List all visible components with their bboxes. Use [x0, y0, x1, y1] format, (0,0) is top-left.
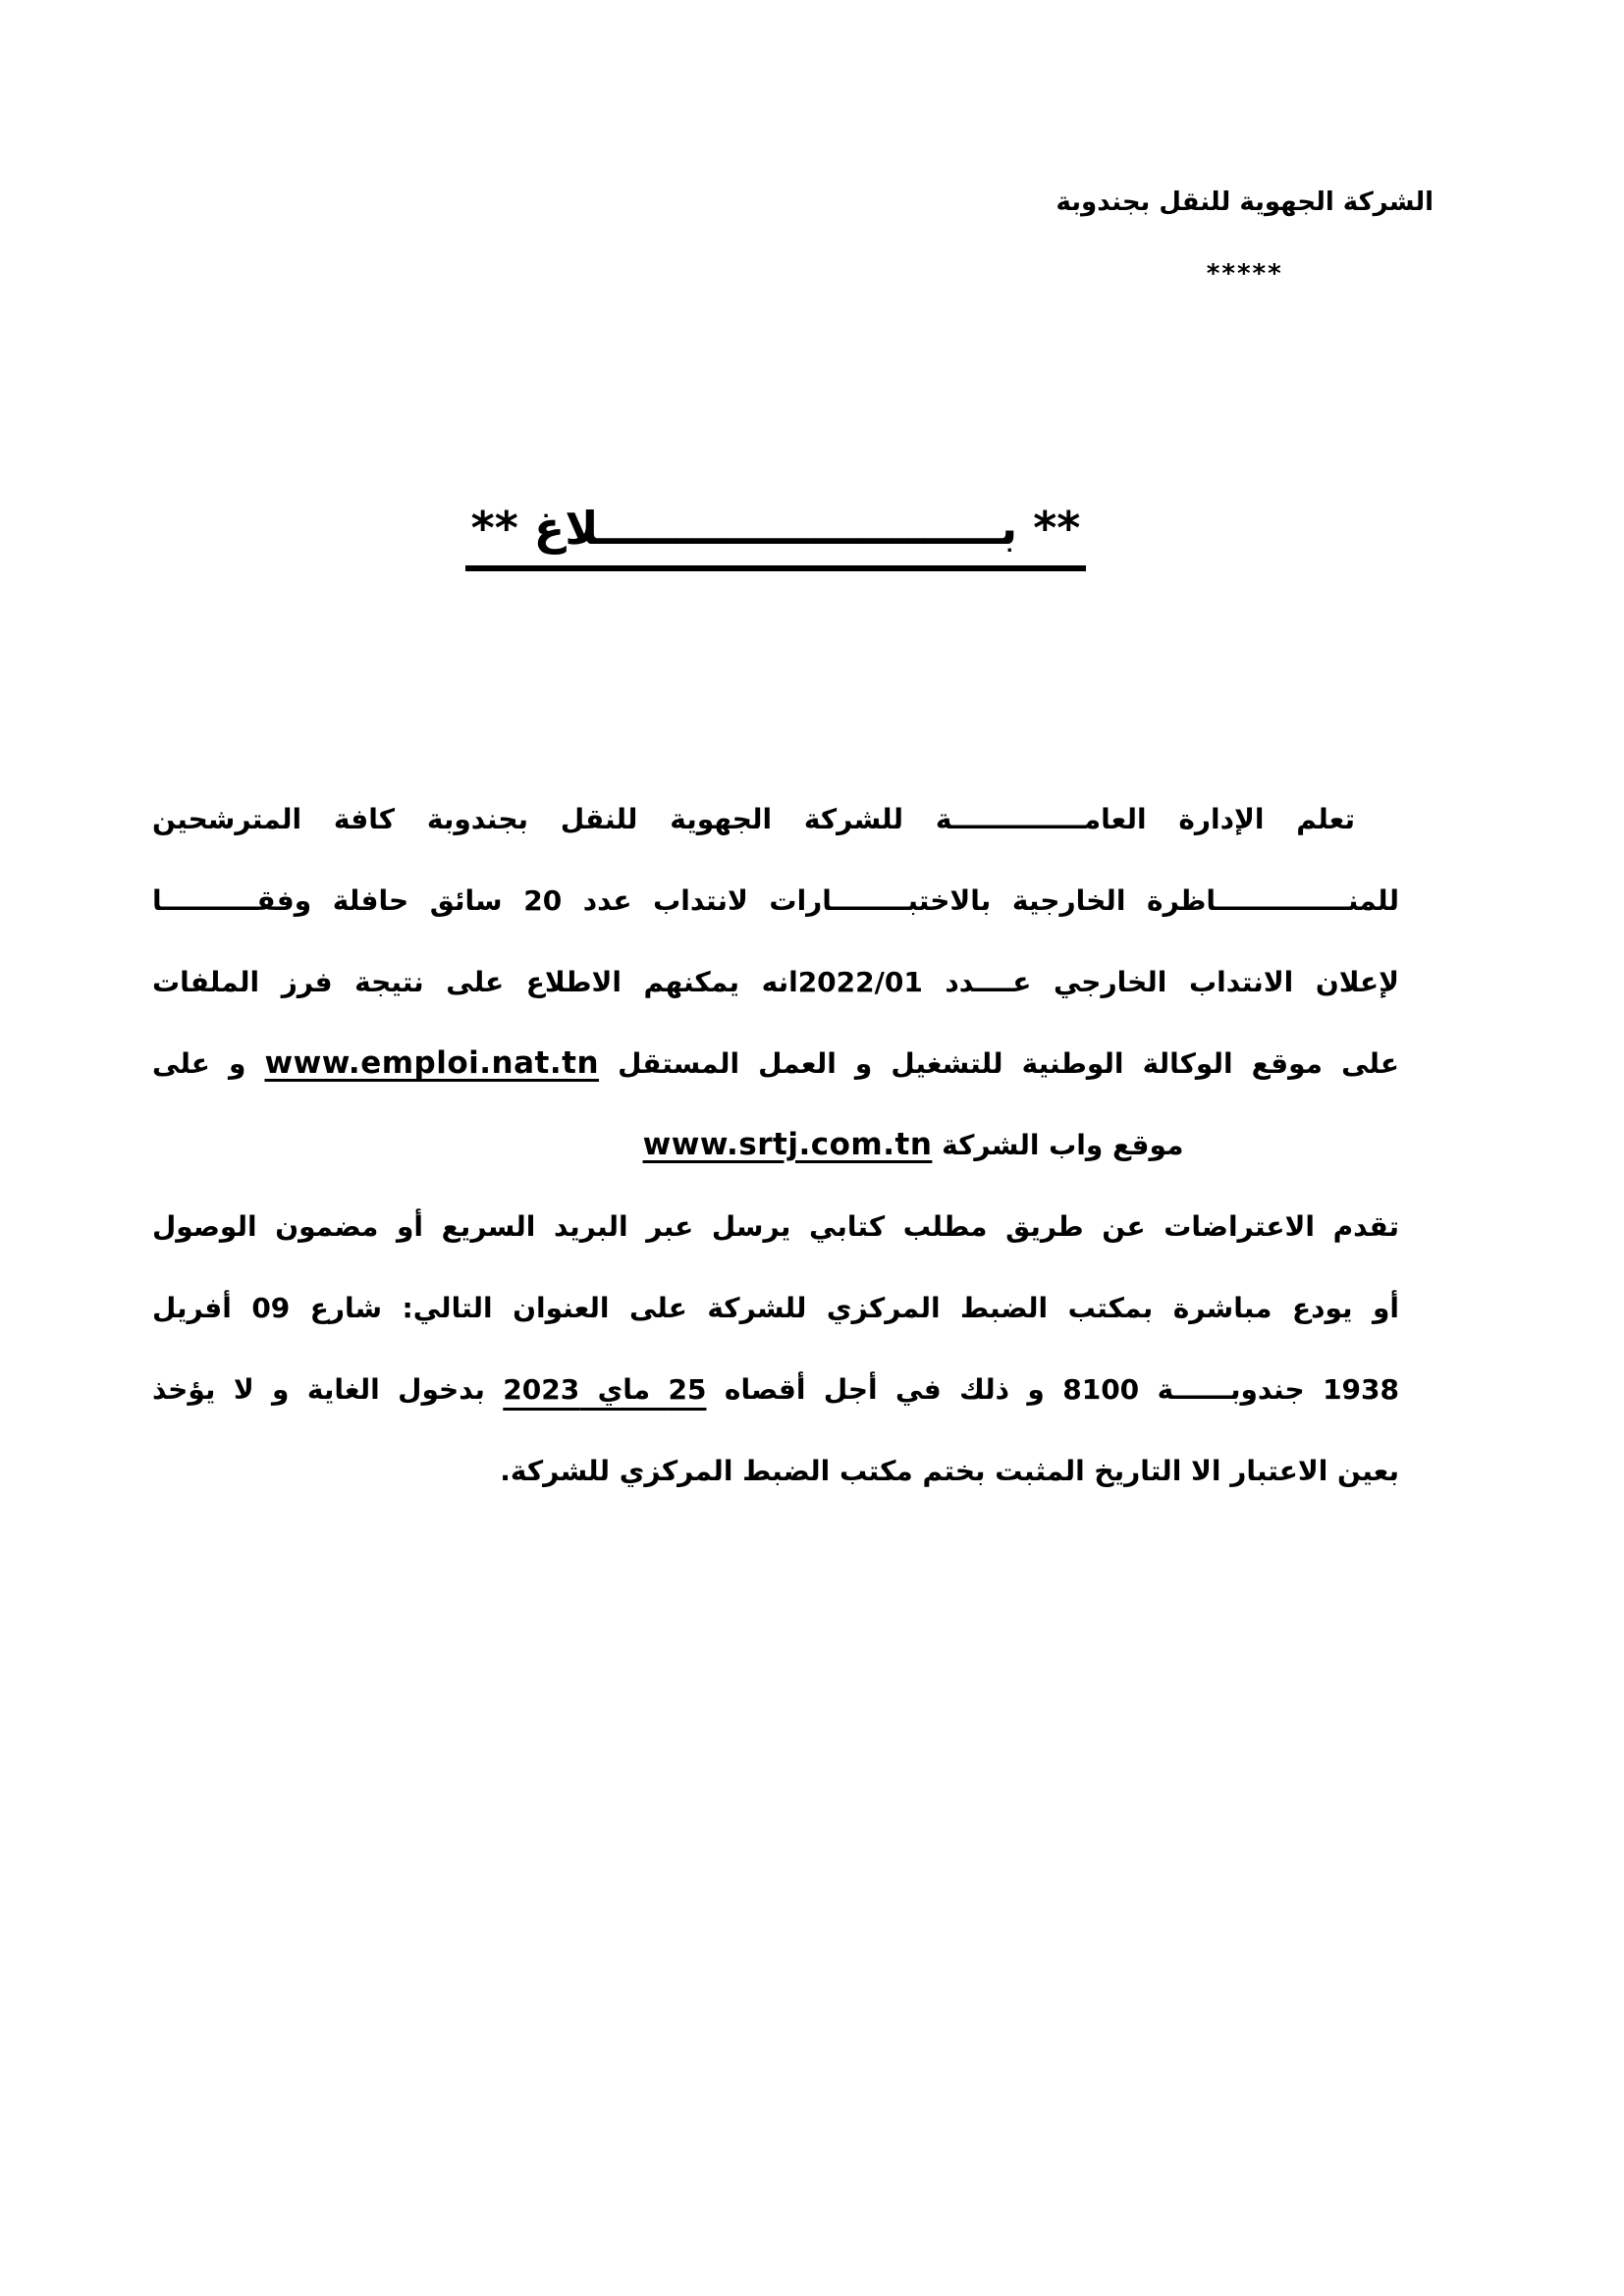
document-title: ** بــــــــــــــــــــــــــلاغ **: [465, 499, 1087, 571]
body-line: [152, 1023, 1399, 1104]
text-run: لإعلان الانتداب الخارجي عــــدد 2022/01انه يمكنهم الاطلاع على نتيجة فرز الملفات: [152, 966, 1399, 998]
text-run: بعين الاعتبار الا التاريخ المثبت بختم مكتب الضبط المركزي للشركة.: [500, 1455, 1399, 1487]
body-line: [152, 1430, 1399, 1512]
body-line: [152, 778, 1399, 860]
body-line: [152, 941, 1399, 1023]
emploi-url[interactable]: www.emploi.nat.tn: [264, 1045, 600, 1081]
text-run: 1938 جندوبــــــة 8100 و ذلك في أجل أقصاه: [706, 1373, 1400, 1406]
text-run: بدخول الغاية و لا يؤخذ: [152, 1373, 504, 1406]
body-line: [152, 1186, 1399, 1267]
title-wrap: [0, 499, 1624, 571]
text-run: تقدم الاعتراضات عن طريق مطلب كتابي يرسل عبر البريد السريع أو مضمون الوصول: [152, 1210, 1399, 1243]
text-run: للمنــــــــــــــاظرة الخارجية بالاختبــــــــارات لانتداب عدد 20 سائق حافلة وفقــــــــــا: [152, 884, 1399, 917]
srtj-url[interactable]: www.srtj.com.tn: [642, 1127, 933, 1162]
text-run: موقع واب الشركة: [932, 1129, 1184, 1161]
deadline-date: 25 ماي 2023: [503, 1373, 707, 1406]
text-run: على موقع الوكالة الوطنية للتشغيل و العمل المستقل: [599, 1047, 1399, 1080]
body-line: [152, 860, 1399, 941]
body-line: [152, 1104, 1399, 1186]
text-run: و على: [152, 1047, 265, 1080]
separator-stars: *****: [1206, 259, 1283, 289]
body-line: [152, 1349, 1399, 1430]
company-name: الشركة الجهوية للنقل بجندوبة: [1056, 187, 1434, 217]
text-run: تعلم الإدارة العامــــــــــــــة للشركة الجهوية للنقل بجندوبة كافة المترشحين: [152, 803, 1355, 835]
body-line: [152, 1267, 1399, 1349]
text-run: أو يودع مباشرة بمكتب الضبط المركزي للشركة على العنوان التالي: شارع 09 أفريل: [152, 1292, 1399, 1324]
document-header: [1056, 185, 1435, 289]
document-body: [152, 778, 1399, 1512]
